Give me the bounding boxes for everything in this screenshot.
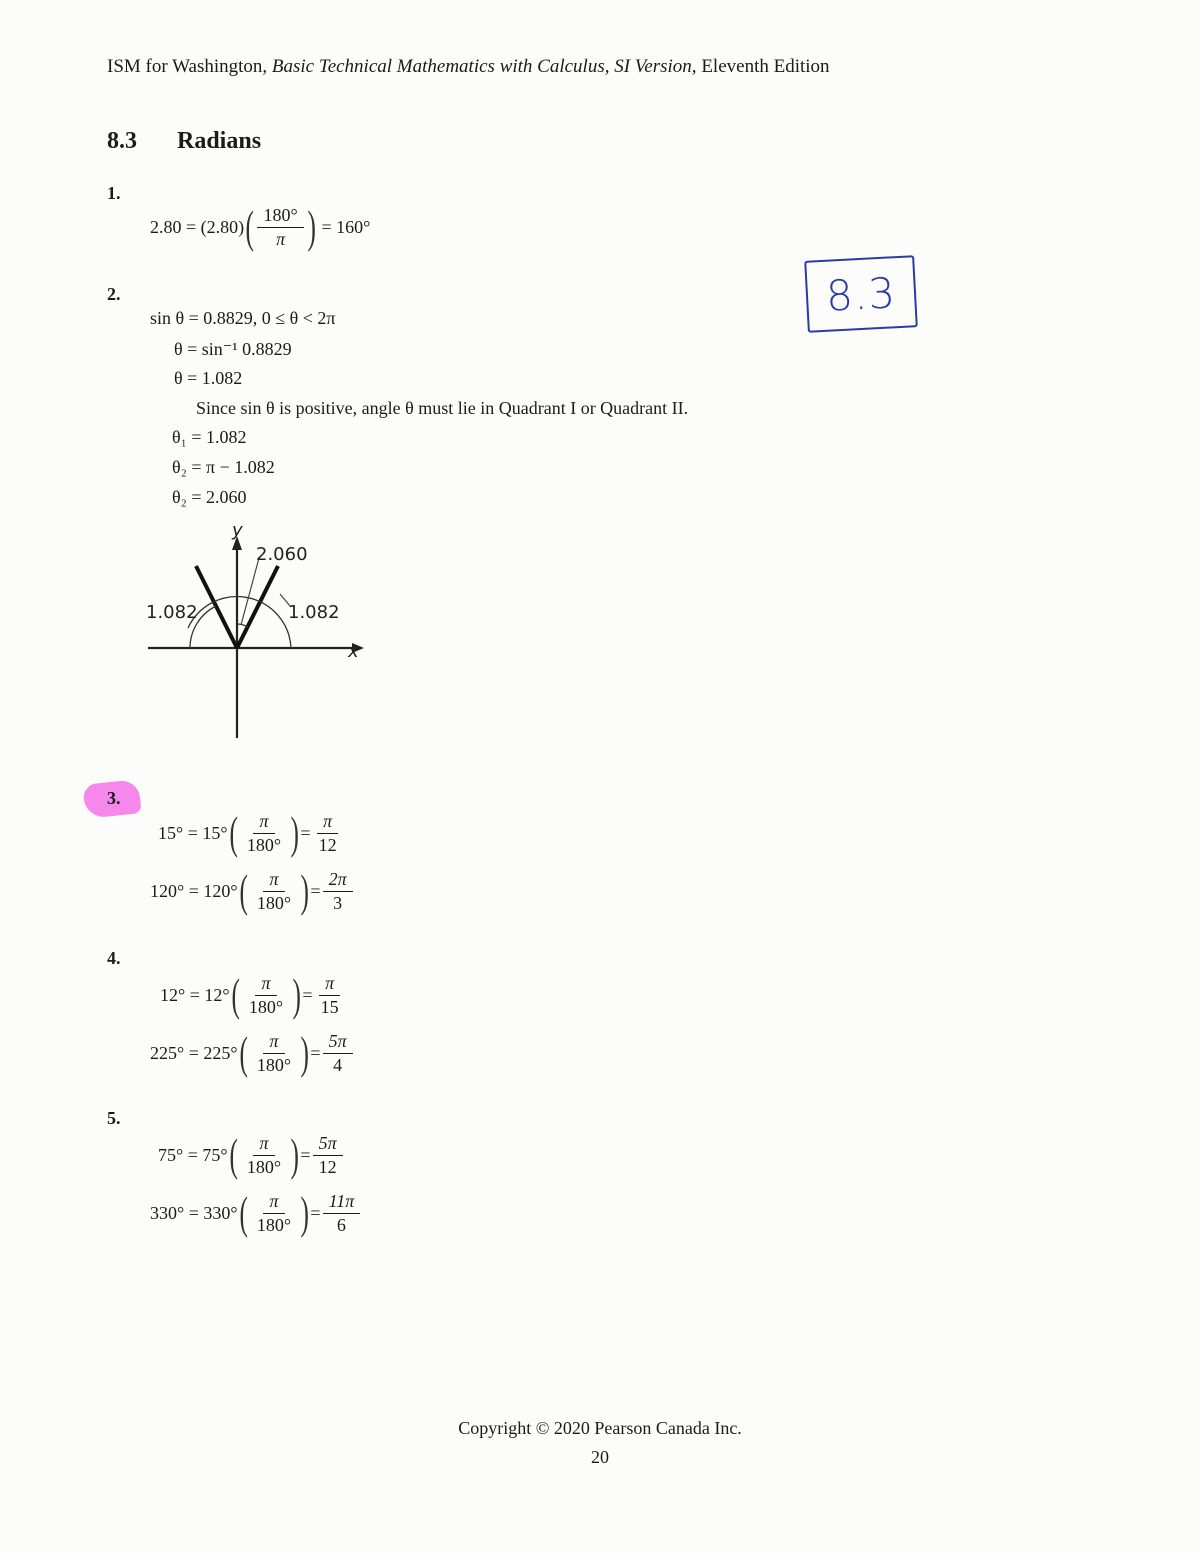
problem-3-equation-1: 15° = 15° ( $\frac{\pi}{180^\circ}$ ) = $\frac{\pi}{12}$ xyxy=(158,807,337,858)
problem-5-number: 5. xyxy=(107,1108,121,1128)
y-axis-label: y xyxy=(232,520,243,541)
x-axis-label: x xyxy=(348,641,359,662)
problem-1-equation: 2.80 = (2.80) ( $\frac{180^\circ}{\pi}$ ) = 160° xyxy=(150,201,371,252)
leader-line-2060 xyxy=(241,558,259,625)
problem-5-equation-1: 75° = 75° ( $\frac{\pi}{180^\circ}$ ) = $\frac{5\pi}{12}$ xyxy=(158,1132,345,1178)
section-title: Radians xyxy=(177,128,262,154)
problem-2-number: 2. xyxy=(107,284,121,304)
problem-2-line-5: θ₁ = 1.082 xyxy=(172,427,247,447)
header-prefix: ISM for Washington, xyxy=(107,56,272,77)
problem-2-line-3: θ = 1.082 xyxy=(174,368,243,388)
arc-small xyxy=(237,624,248,627)
problem-2-line-2: θ = sin⁻¹ 0.8829 xyxy=(174,339,292,359)
problem-3-equation-2: 120° = 120° ( $\frac{\pi}{180^\circ}$ ) = $\frac{2\pi}{3}$ xyxy=(150,868,355,914)
label-2060: 2.060 xyxy=(256,544,308,565)
running-header xyxy=(107,56,830,78)
problem-3-number: 3. xyxy=(107,788,121,808)
problem-4-equation-1: 12° = 12° ( $\frac{\pi}{180^\circ}$ ) = $\frac{\pi}{15}$ xyxy=(160,969,339,1020)
copyright-notice: Copyright © 2020 Pearson Canada Inc. xyxy=(458,1418,742,1438)
problem-2-line-1: sin θ = 0.8829, 0 ≤ θ < 2π xyxy=(150,308,336,328)
problem-2-line-6: θ₂ = π − 1.082 xyxy=(172,457,275,477)
label-left-1082: 1.082 xyxy=(146,602,198,623)
problem-1-number: 1. xyxy=(107,183,121,203)
problem-4-number: 4. xyxy=(107,948,121,968)
page-number: 20 xyxy=(591,1447,609,1467)
problem-5-equation-2: 330° = 330° ( $\frac{\pi}{180^\circ}$ ) = $\frac{11\pi}{6}$ xyxy=(150,1190,362,1236)
header-book-title: Basic Technical Mathematics with Calculus, SI Version, xyxy=(271,56,697,77)
handwritten-section-stamp: 8.3 xyxy=(804,255,918,333)
label-right-1082: 1.082 xyxy=(288,602,340,623)
header-edition: Eleventh Edition xyxy=(696,56,830,77)
problem-2-line-4: Since sin θ is positive, angle θ must lie in Quadrant I or Quadrant II. xyxy=(196,398,689,418)
section-number: 8.3 xyxy=(107,128,137,154)
terminal-side-q1 xyxy=(237,566,278,648)
problem-4-equation-2: 225° = 225° ( $\frac{\pi}{180^\circ}$ ) = $\frac{5\pi}{4}$ xyxy=(150,1030,355,1076)
problem-2-line-7: θ₂ = 2.060 xyxy=(172,487,247,507)
terminal-side-q2 xyxy=(196,566,237,648)
unit-circle-diagram xyxy=(140,520,380,745)
